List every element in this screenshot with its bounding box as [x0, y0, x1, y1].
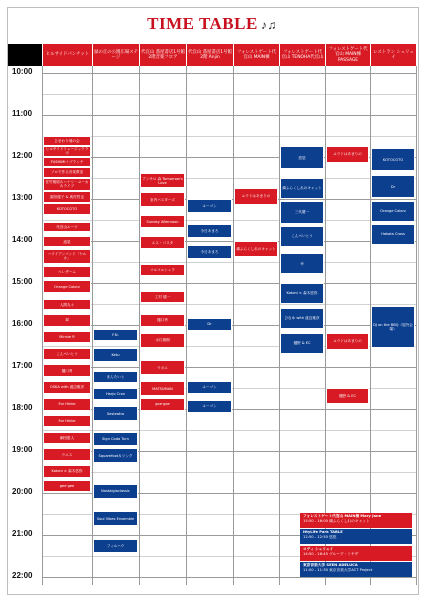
info-box-title: IttyLife Park TABLE: [303, 530, 343, 534]
event-block: Sesteatra: [93, 406, 138, 421]
event-block: Ketu: [93, 348, 138, 363]
event-block: OSKA with 渡辺雅彦: [43, 381, 91, 394]
event-block: FUSHIMI＋ブランチ: [43, 157, 91, 168]
title-text: TIME TABLE: [147, 14, 258, 33]
event-block: Sunday Afternoon: [140, 215, 185, 228]
event-block: F.N.: [93, 329, 138, 342]
event-block: アンサロ 森 Tomorrow's Love: [140, 173, 185, 188]
event-block: ウボエ: [140, 360, 185, 375]
event-block: マルコルシェラ: [140, 264, 185, 277]
event-block: ユーゴン: [187, 381, 232, 394]
music-note-icon: ♪♫: [260, 18, 277, 32]
hour-line: [42, 115, 416, 116]
time-label: 17:00: [12, 360, 33, 370]
time-label: 22:00: [12, 570, 33, 580]
info-box-detail: 14:50 - 16:45 グループ・ミヤザ: [303, 552, 359, 556]
event-block: Nostalgiaclassic: [93, 484, 138, 499]
event-block: Orange Colorz: [43, 280, 91, 293]
event-block: 園田健子 & 奥村哲也: [43, 191, 91, 202]
column-header: フォレストゲート代官山 MAIN棟 PASSAGE: [325, 44, 370, 66]
event-block: 三代慶一: [280, 201, 324, 224]
event-block: Soul Vibes Ensemble: [93, 511, 138, 526]
event-block: Sign Coda Turn: [93, 432, 138, 447]
time-label: 10:00: [12, 66, 33, 76]
event-block: 樋野 & EC: [280, 333, 324, 354]
info-box-detail: 15:50 - 16:00 燐ふらくしれのキャット: [303, 519, 370, 523]
half-hour-line: [42, 94, 416, 95]
hour-line: [42, 283, 416, 284]
event-block: 今日あまろ: [187, 245, 232, 260]
column-header: ヒルサイドパンチット: [42, 44, 92, 66]
hour-line: [42, 73, 416, 74]
event-block: 今日あまろ: [187, 224, 232, 239]
time-label: 14:00: [12, 234, 33, 244]
event-block: 室内バスターズ: [140, 192, 185, 207]
event-block: まんたいと: [93, 371, 138, 384]
column-header: レストラン シェリュイ: [370, 44, 416, 66]
time-label: 18:00: [12, 402, 33, 412]
time-label: 19:00: [12, 444, 33, 454]
info-box-title: フォレストゲート代官山 MAIN棟 Mary Jane: [303, 514, 382, 518]
event-block: ソロで作る音楽教室: [43, 167, 91, 178]
event-block: 樋野 & EC: [326, 388, 369, 405]
event-block: 劇団藍人: [43, 432, 91, 445]
half-hour-line: [42, 136, 416, 137]
info-box-title: ロディ シェリュイ: [303, 547, 334, 551]
column-divider: [233, 66, 234, 585]
time-label: 21:00: [12, 528, 33, 538]
event-block: Hakata Cross: [371, 224, 415, 245]
half-hour-line: [42, 220, 416, 221]
event-block: ユーゴン: [187, 400, 232, 413]
event-block: 燐ふらくしれのキャット: [280, 178, 324, 199]
event-block: こんぺいとう: [280, 226, 324, 247]
event-block: MATSUMAN: [140, 381, 185, 396]
event-block: 人間丸々: [43, 299, 91, 310]
info-box-detail: 12:50 - 12:50 悠悠: [303, 535, 337, 539]
event-block: 惑星: [43, 236, 91, 247]
info-box: [300, 546, 412, 561]
event-block: 佐竹雅昭＆ハナリ・ユーカ＆ライブ: [43, 178, 91, 192]
event-block: ウエス: [43, 448, 91, 461]
hour-line: [42, 241, 416, 242]
info-box: [300, 513, 412, 528]
event-block: KOTOCOTO: [43, 203, 91, 216]
event-block: ベレザーム: [43, 266, 91, 279]
column-header: 緑の丘の公園広場ステージ: [92, 44, 139, 66]
hour-line: [42, 367, 416, 368]
event-block: Dr: [371, 175, 415, 198]
event-block: Kotoni × 森木悠弥: [280, 283, 324, 304]
half-hour-line: [42, 430, 416, 431]
time-label: 12:00: [12, 150, 33, 160]
time-label: 16:00: [12, 318, 33, 328]
info-box-detail: 11:00 - 11:30 東京音楽大学ACT Project: [303, 568, 373, 572]
info-box: [300, 562, 412, 577]
event-block: 水江雄樹: [140, 333, 185, 348]
event-block: Orange Colorz: [371, 201, 415, 222]
event-block: ユーゴン: [187, 199, 232, 214]
event-block: ユウドはあまりの: [234, 188, 278, 205]
event-block: 代官山ルーツ: [43, 222, 91, 233]
event-block: Squarefoot＆リンク: [93, 448, 138, 463]
event-block: 樋口秀: [140, 314, 185, 327]
event-block: KOTOCOTO: [371, 148, 415, 171]
event-block: DJ on the BBQ（屋外会場）: [371, 306, 415, 348]
event-block: 幸: [280, 253, 324, 274]
time-label: 11:00: [12, 108, 33, 118]
column-header: フォレストゲート代官山 TENOHA代官山: [279, 44, 325, 66]
half-hour-line: [42, 262, 416, 263]
column-divider: [92, 66, 93, 585]
event-block: 樋口秀: [43, 364, 91, 377]
event-block: For Hinke: [43, 398, 91, 411]
event-block: Harjo Cron: [93, 388, 138, 401]
time-label: 13:00: [12, 192, 33, 202]
event-block: 翠: [43, 314, 91, 327]
info-box: [300, 529, 412, 544]
event-block: Kotoni × 森木悠弥: [43, 465, 91, 478]
event-block: ひまわり畑の会: [43, 136, 91, 147]
event-block: 燐ふらくしれのキャット: [234, 241, 278, 258]
event-block: フィルハウ: [93, 539, 138, 554]
event-block: 工村 健一: [140, 291, 185, 304]
event-block: Dr: [187, 318, 232, 331]
column-divider: [416, 66, 417, 585]
column-divider: [325, 66, 326, 585]
info-box-title: 東京音楽大学 SEEN ADELUCA: [303, 563, 358, 567]
event-block: ユウドはあまりの: [326, 146, 369, 163]
event-block: For Hinke: [43, 415, 91, 428]
event-block: ユウドはあまりの: [326, 333, 369, 350]
column-header: フォレストゲート代官山 MAIN棟: [233, 44, 279, 66]
event-block: 悠悠: [280, 146, 324, 169]
half-hour-line: [42, 178, 416, 179]
event-block: Minnie R: [43, 331, 91, 344]
time-label: 15:00: [12, 276, 33, 286]
time-label: 20:00: [12, 486, 33, 496]
half-hour-line: [42, 304, 416, 305]
half-hour-line: [42, 472, 416, 473]
column-header: 代官山 蔦屋書店1号館 2階音楽フロア: [139, 44, 186, 66]
header-time-column: [8, 44, 42, 66]
event-block: goe·goe: [140, 398, 185, 411]
event-block: ハワイアンバンド「ケルカ」: [43, 249, 91, 264]
column-header: 代官山 蔦屋書店1号館 2階 Anjin: [186, 44, 233, 66]
event-block: ヒルサイドミュージックラボ: [43, 146, 91, 157]
event-block: こんぺいとう: [43, 348, 91, 361]
event-block: エス・バスタ: [140, 236, 185, 249]
event-block: ひなゆ with 渡辺雅彦: [280, 308, 324, 329]
event-block: gee·gee: [43, 480, 91, 493]
